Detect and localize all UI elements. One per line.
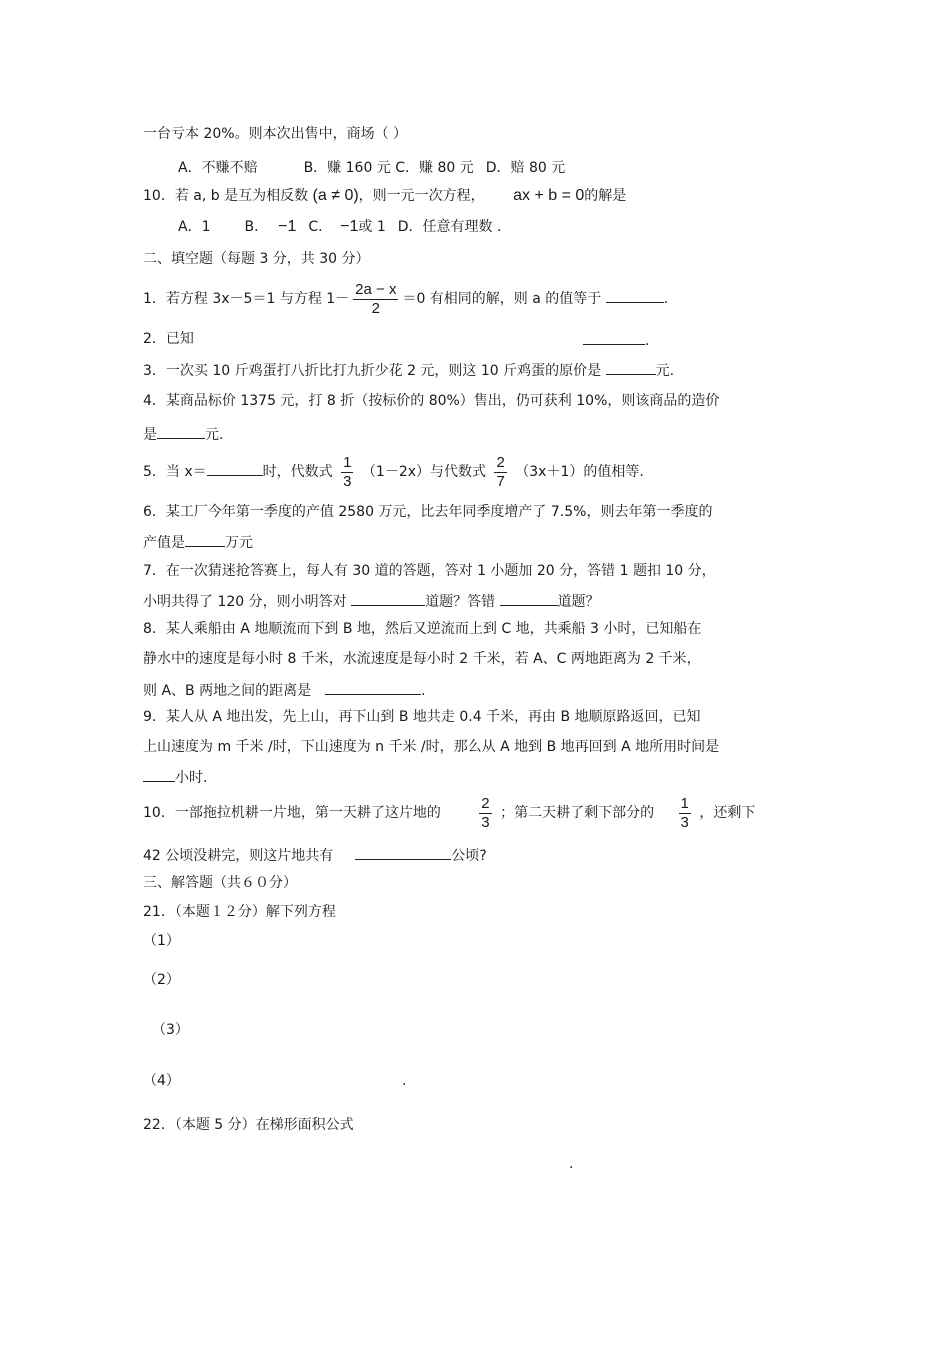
fill-5-den-2: 7	[496, 472, 505, 490]
q10-option-a: A．1	[178, 219, 211, 235]
fill-7-line-1: 7．在一次猜迷抢答赛上，每人有 30 道的答题，答对 1 小题加 20 分，答错 1 题扣 10 分，	[143, 563, 716, 579]
fill-4-line-2	[143, 424, 223, 444]
fill-2-prefix: 2．已知	[143, 331, 194, 347]
fill-7-prefix: 小明共得了 120 分，则小明答对	[143, 594, 347, 610]
question-10	[143, 187, 626, 205]
fill-9-answer-blank[interactable]	[143, 767, 175, 782]
fill-8-answer-blank[interactable]	[325, 680, 421, 695]
fill-1-fraction	[353, 281, 398, 318]
fill-10-num-2: 1	[680, 794, 689, 812]
fill-3-end: 元.	[655, 363, 675, 379]
fill-6-line-2	[143, 532, 253, 552]
fill-1	[143, 279, 668, 319]
fill-5-prefix: 5．当 x＝	[143, 464, 207, 480]
q10-equation: ax + b = 0	[513, 187, 585, 204]
fill-5-den-1: 3	[343, 472, 352, 490]
fill-9-line-3	[143, 767, 207, 787]
fill-1-denominator: 2	[371, 299, 380, 317]
q10-option-d: D．任意有理数 ．	[397, 219, 511, 235]
fill-9-line-2: 上山速度为 m 千米 /时，下山速度为 n 千米 /时，那么从 A 地到 B 地再回到 A 地所用时间是	[143, 739, 720, 755]
fill-10-den-1: 3	[481, 813, 490, 831]
q21-part-3: （3）	[152, 1022, 189, 1038]
fill-10-middle: ；第二天耕了剩下部分的	[500, 805, 655, 821]
fill-3-text: 3．一次买 10 斤鸡蛋打八折比打九折少花 2 元，则这 10 斤鸡蛋的原价是	[143, 363, 602, 379]
fill-10-line-2-prefix: 42 公顷没耕完，则这片地共有	[143, 848, 334, 864]
fill-1-suffix: ＝0 有相同的解，则 a 的值等于	[402, 291, 602, 307]
fill-5-answer-blank[interactable]	[207, 461, 263, 476]
q10-condition: (a ≠ 0)	[312, 187, 359, 204]
fill-5-fraction-1	[341, 454, 353, 491]
fill-7-middle: 道题？答错	[425, 594, 496, 610]
q10-suffix: 的解是	[584, 188, 627, 204]
fill-8-line-1: 8．某人乘船由 A 地顺流而下到 B 地，然后又逆流而上到 C 地，共乘船 3 小时，已知船在	[143, 621, 702, 637]
fill-7-wrong-blank[interactable]	[500, 591, 558, 606]
q10-middle: ，则一元一次方程，	[358, 188, 485, 204]
q10-option-b: B．	[244, 219, 269, 235]
fill-5	[143, 452, 644, 492]
fill-10-line-1	[143, 793, 755, 833]
fill-6-line-1: 6．某工厂今年第一季度的产值 2580 万元，比去年同季度增产了 7.5%，则去年第一季度的	[143, 504, 713, 520]
q9-option-b-c: B．赚 160 元 C．赚 80 元	[303, 160, 474, 176]
fill-8-end: .	[421, 683, 426, 699]
q21-dot: .	[402, 1073, 407, 1089]
fill-10-answer-blank[interactable]	[355, 845, 451, 860]
fill-1-numerator: 2a − x	[355, 280, 397, 298]
q9-option-d: D．赔 80 元	[485, 160, 566, 176]
fill-5-num-1: 1	[343, 453, 352, 471]
fill-4-answer-blank[interactable]	[157, 424, 205, 439]
question-22: 22．（本题 5 分）在梯形面积公式	[143, 1117, 354, 1133]
fill-7-correct-blank[interactable]	[351, 591, 425, 606]
fill-5-expression: （1－2x）与代数式	[361, 464, 487, 480]
fill-6-prefix: 产值是	[143, 535, 185, 551]
fill-5-fraction-2	[494, 454, 506, 491]
q22-dot: .	[569, 1156, 574, 1172]
q9-options	[178, 159, 565, 177]
q10-option-c: C．	[308, 219, 333, 235]
fill-1-answer-blank[interactable]	[606, 288, 664, 303]
q21-part-1: （1）	[143, 933, 180, 949]
fill-7-end: 道题？	[557, 594, 600, 610]
fill-10-suffix: ，还剩下	[699, 805, 756, 821]
fill-10-end: 公顷?	[451, 848, 487, 864]
q9-option-a: A．不赚不赔	[178, 160, 258, 176]
fill-8-prefix: 则 A、B 两地之间的距离是	[143, 683, 312, 699]
fill-2-answer	[583, 330, 649, 350]
q10-option-c-tail: 或 1	[358, 219, 386, 235]
fill-4-prefix: 是	[143, 427, 157, 443]
q21-part-2: （2）	[143, 972, 180, 988]
question-21: 21．（本题１２分）解下列方程	[143, 904, 336, 920]
fill-10-fraction-1	[479, 795, 491, 832]
fill-2	[143, 330, 663, 348]
q10-option-c-value: −1	[340, 218, 359, 235]
q10-option-b-value: −1	[278, 218, 297, 235]
fill-2-end: .	[645, 333, 650, 349]
fill-5-middle: 时，代数式	[262, 464, 333, 480]
fill-6-end: 万元	[225, 535, 253, 551]
fill-8-line-3	[143, 680, 426, 700]
fill-7-line-2	[143, 591, 600, 611]
fill-3-answer-blank[interactable]	[606, 360, 656, 375]
fill-9-line-1: 9．某人从 A 地出发，先上山，再下山到 B 地共走 0.4 千米，再由 B 地顺原路返回，已知	[143, 709, 701, 725]
section-2-heading: 二、填空题（每题 3 分，共 30 分）	[143, 251, 370, 267]
fill-9-end: 小时.	[175, 770, 208, 786]
section-3-heading: 三、解答题（共６０分）	[143, 875, 297, 891]
fill-5-suffix: （3x＋1）的值相等.	[515, 464, 644, 480]
q9-tail-line: 一台亏本 20%。则本次出售中，商场（ ）	[143, 126, 408, 142]
fill-5-num-2: 2	[496, 453, 505, 471]
fill-10-den-2: 3	[680, 813, 689, 831]
q10-prefix: 10．若 a, b 是互为相反数	[143, 188, 309, 204]
fill-3	[143, 360, 674, 380]
q10-options	[178, 218, 511, 236]
fill-1-prefix: 1．若方程 3x－5＝1 与方程 1－	[143, 291, 350, 307]
fill-6-answer-blank[interactable]	[185, 532, 225, 547]
fill-10-num-1: 2	[481, 794, 490, 812]
fill-8-line-2: 静水中的速度是每小时 8 千米，水流速度是每小时 2 千米，若 A、C 两地距离为 2 千米，	[143, 651, 701, 667]
fill-2-answer-blank[interactable]	[583, 330, 645, 345]
q21-part-4: （4）	[143, 1073, 180, 1089]
fill-1-end: .	[663, 291, 669, 307]
fill-10-line-2	[143, 845, 487, 865]
fill-4-line-1: 4．某商品标价 1375 元，打 8 折（按标价的 80%）售出，仍可获利 10%，则该商品的造价	[143, 393, 720, 409]
fill-10-fraction-2	[679, 795, 691, 832]
fill-4-end: 元.	[205, 427, 224, 443]
fill-10-prefix: 10．一部拖拉机耕一片地，第一天耕了这片地的	[143, 805, 441, 821]
